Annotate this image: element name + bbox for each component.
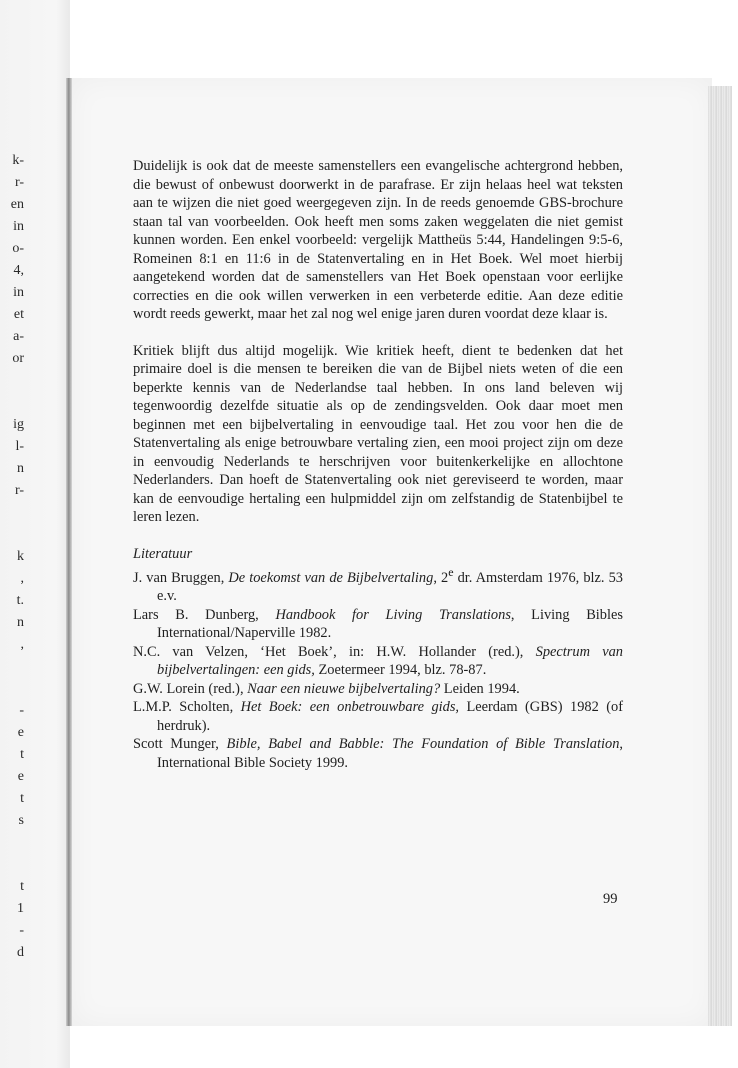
previous-page-line-end: t xyxy=(20,791,24,806)
previous-page-line-end: n xyxy=(17,461,24,476)
previous-page-line-end: r- xyxy=(14,483,24,498)
reference-item: Lars B. Dunberg, Handbook for Living Translations, Living Bibles International/Naperville 1982. xyxy=(133,606,623,642)
previous-page-line-end: o- xyxy=(12,241,24,256)
previous-page-line-end: et xyxy=(13,307,24,322)
previous-page-line-end: e xyxy=(17,769,24,784)
previous-page-line-end: , xyxy=(20,571,24,586)
reference-item: G.W. Lorein (red.), Naar een nieuwe bijbelvertaling? Leiden 1994. xyxy=(133,680,520,697)
previous-page-line-end: t xyxy=(20,879,24,894)
previous-page-line-end xyxy=(0,524,24,546)
reference-item: N.C. van Velzen, ‘Het Boek’, in: H.W. Hollander (red.), Spectrum van bijbelvertalingen: een gids, Zoetermeer 1994, blz. 78-87. xyxy=(133,643,624,679)
reference-list xyxy=(133,563,623,772)
previous-page-line-end: in xyxy=(13,219,24,234)
reference-item: Scott Munger, Bible, Babel and Babble: The Foundation of Bible Translation, International Bible Society 1999. xyxy=(133,736,623,771)
previous-page-line-end xyxy=(0,678,24,700)
previous-page-line-end xyxy=(0,370,24,392)
previous-page-line-end: d xyxy=(17,945,24,960)
previous-page-line-end xyxy=(0,854,24,876)
previous-page-line-end: s xyxy=(18,813,24,828)
literature-heading: Literatuur xyxy=(133,545,193,562)
previous-page-strip xyxy=(0,0,70,1068)
previous-page-line-end xyxy=(0,502,24,524)
previous-page-line-end: - xyxy=(19,703,24,718)
page-edge-stack xyxy=(708,86,732,1026)
previous-page-line-end: k xyxy=(17,549,24,564)
previous-page-line-end: 1 xyxy=(17,901,24,916)
previous-page-line-end: n xyxy=(17,615,24,630)
previous-page-line-end: - xyxy=(19,923,24,938)
previous-page-line-end: l- xyxy=(15,439,24,454)
previous-page-line-end: , xyxy=(20,637,24,652)
previous-page-line-end: a- xyxy=(13,329,24,344)
reference-item: J. van Bruggen, De toekomst van de Bijbelvertaling, 2e dr. Amsterdam 1976, blz. 53 e.v. xyxy=(133,565,623,605)
previous-page-line-end: e xyxy=(17,725,24,740)
page-number: 99 xyxy=(603,891,618,907)
page-body xyxy=(133,157,623,772)
previous-page-line-end: r- xyxy=(14,175,24,190)
paragraph-1: Duidelijk is ook dat de meeste samenstellers een evangelische achtergrond hebben, die bewust of onbewust doorwerkt in de parafrase. Er zijn helaas heel wat teksten aan te wijzen die niet goed weergegeven zijn. In de reeds genoemde GBS-brochure staan tal van voorbeelden. Ook heeft men soms zaken weggelaten die niet gemist kunnen worden. Een enkel voorbeeld: vergelijk Mattheüs 5:44, Handelingen 9:5-6, Romeinen 8:1 en 11:6 in de Statenvertaling en in Het Boek. Wel moet hierbij aangetekend worden dat de samenstellers van Het Boek openstaan voor eerlijke correcties en die ook willen verwerken in een verbeterde editie. Aan deze editie wordt reeds gewerkt, maar het zal nog wel enige jaren duren voordat deze klaar is. xyxy=(133,158,623,322)
previous-page-line-end: t. xyxy=(16,593,24,608)
previous-page-line-end: 4, xyxy=(13,263,24,278)
previous-page-line-end: ig xyxy=(13,417,24,432)
previous-page-line-end xyxy=(0,656,24,678)
previous-page-line-end: en xyxy=(10,197,24,212)
previous-page-line-end: k- xyxy=(12,153,24,168)
paragraph-2: Kritiek blijft dus altijd mogelijk. Wie kritiek heeft, dient te bedenken dat het primaire doel is die mensen te bereiken die van de Bijbel niets weten of die een beperkte kennis van de Nederlandse taal hebben. In ons land beleven wij tegenwoordig dezelfde situatie als op de zendingsvelden. Ook daar moet men beginnen met een bijbelvertaling in eenvoudige taal. Het zou voor hen die de Statenvertaling als enige betrouwbare vertaling zien, een mooi project zijn om deze in eenvoudig Nederlands te herschrijven voor buitenkerkelijke en allochtone Nederlanders. Dan hoeft de Statenvertaling ook niet gereviseerd te worden, maar kan de eenvoudige hertaling een hulpmiddel zijn om zelfstandig de Statenbijbel te leren lezen. xyxy=(133,342,623,525)
reference-item: L.M.P. Scholten, Het Boek: een onbetrouwbare gids, Leerdam (GBS) 1982 (of herdruk). xyxy=(133,699,623,734)
previous-page-line-end: or xyxy=(12,351,24,366)
previous-page-line-end: in xyxy=(13,285,24,300)
previous-page-line-end xyxy=(0,832,24,854)
previous-page-line-end: t xyxy=(20,747,24,762)
previous-page-line-end xyxy=(0,392,24,414)
previous-page-text-fragments xyxy=(0,150,24,964)
